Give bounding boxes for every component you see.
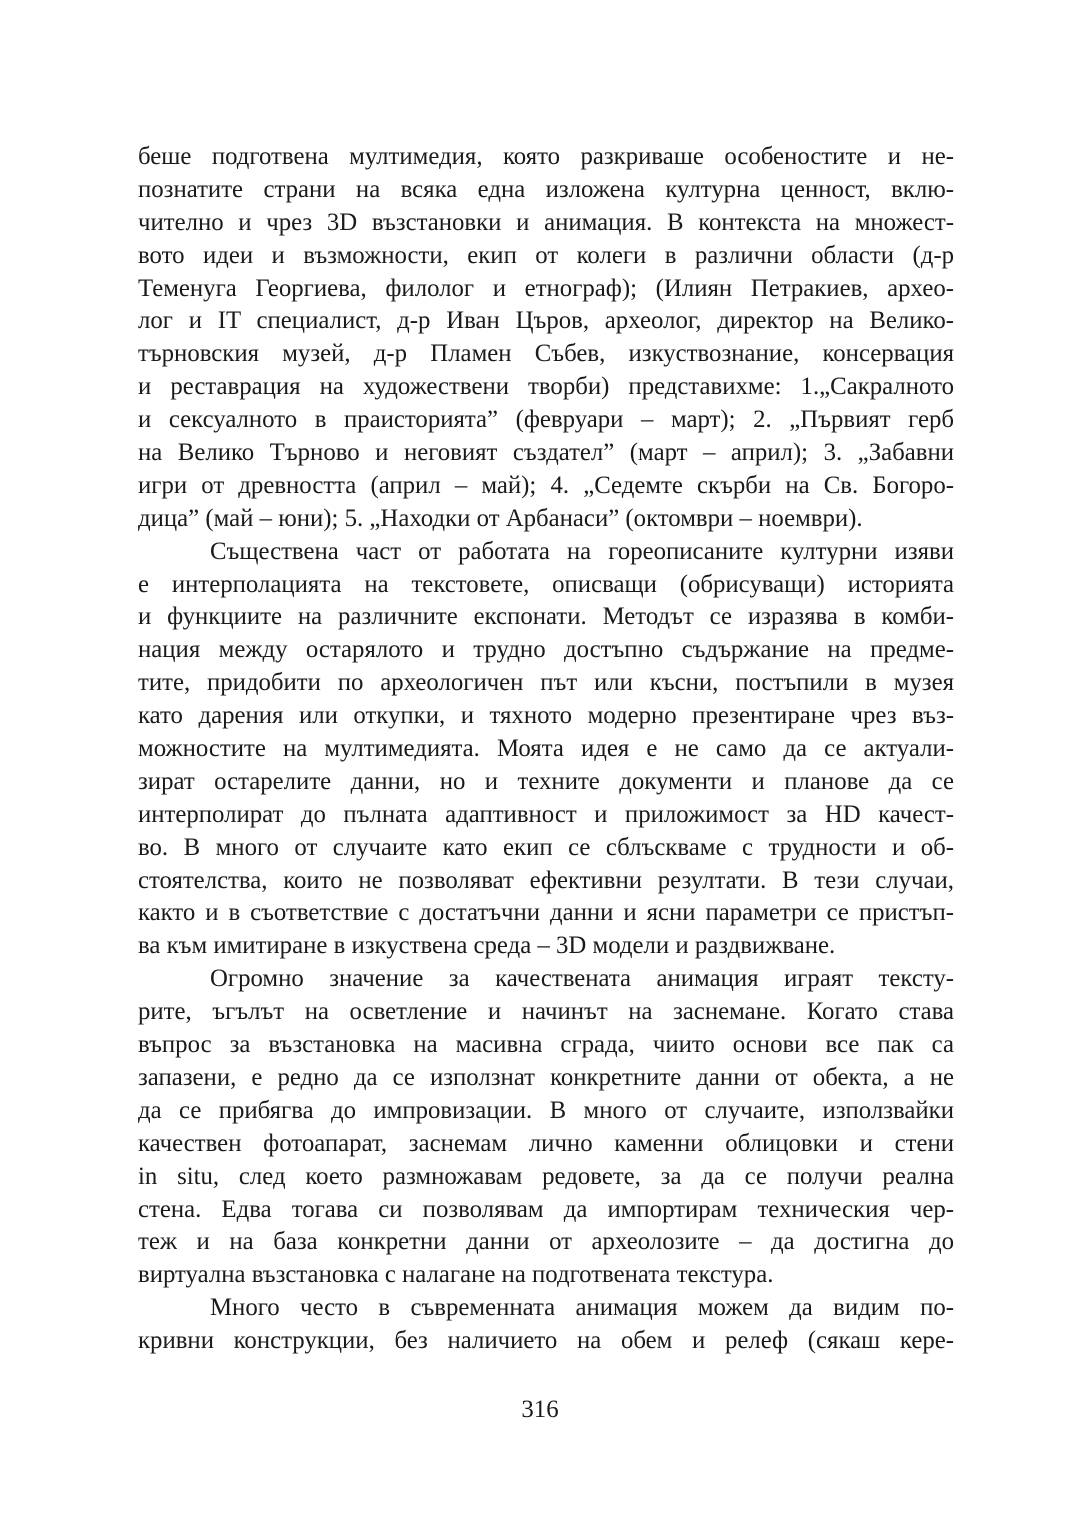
text-line: беше подготвена мултимедия, която разкриваше особеностите и не- (138, 143, 954, 170)
text-line: тите, придобити по археологичен път или късни, постъпили в музея (138, 669, 954, 697)
text-line: запазени, е редно да се използнат конкретните данни от обекта, а не (138, 1063, 954, 1091)
text-line: Огромно значение за качествената анимация играят тексту- (210, 965, 954, 993)
text-line: in situ, след което размножавам редовете, за да се получи реална (138, 1162, 954, 1190)
paragraph (138, 1292, 954, 1358)
text-line: да се прибягва до импровизации. В много от случаите, използвайки (138, 1096, 954, 1124)
paragraph (138, 141, 954, 536)
text-line: търновския музей, д-р Пламен Събев, изкуствознание, консервация (138, 340, 954, 368)
text-line: нация между остарялото и трудно достъпно съдържание на предме- (138, 636, 954, 664)
text-line: и сексуалното в праисторията” (февруари – март); 2. „Първият герб (138, 406, 954, 434)
text-line: като дарения или откупки, и тяхното модерно презентиране чрез въз- (138, 702, 954, 730)
text-line: игри от древността (април – май); 4. „Седемте скърби на Св. Богоро- (138, 471, 954, 499)
text-line: Съществена част от работата на гореописаните културни изяви (210, 537, 954, 565)
text-line: зират остарелите данни, но и техните документи и планове да се (138, 767, 954, 795)
text-line: стена. Едва тогава си позволявам да импортирам техническия чер- (138, 1195, 954, 1223)
text-line: лог и IT специалист, д-р Иван Църов, археолог, директор на Велико- (138, 307, 954, 335)
text-line: рите, ъгълът на осветление и начинът на заснемане. Когато става (138, 998, 954, 1026)
text-line: виртуална възстановка с налагане на подготвената текстура. (138, 1261, 774, 1289)
text-line: стоятелства, които не позволяват ефективни резултати. В тези случаи, (138, 866, 954, 894)
text-line: и реставрация на художествени творби) представихме: 1.„Сакралното (138, 373, 954, 401)
text-line: вото идеи и възможности, екип от колеги в различни области (д-р (138, 241, 954, 269)
text-line: както и в съответствие с достатъчни данни и ясни параметри се пристъп- (138, 899, 954, 927)
text-line: познатите страни на всяка една изложена културна ценност, вклю- (138, 175, 954, 203)
paragraph (138, 963, 954, 1292)
page-number: 316 (521, 1396, 559, 1423)
text-line: ва към имитиране в изкуствена среда – 3D модели и раздвижване. (138, 932, 836, 960)
text-line: Много често в съвременната анимация можем да видим по- (210, 1294, 954, 1322)
text-line: на Велико Търново и неговият създател” (март – април); 3. „Забавни (138, 439, 954, 467)
text-line: и функциите на различните експонати. Методът се изразява в комби- (138, 603, 954, 631)
text-line: интерполират до пълната адаптивност и приложимост за HD качест- (138, 800, 954, 828)
text-line: можностите на мултимедията. Моята идея е не само да се актуали- (138, 735, 954, 763)
text-line: теж и на база конкретни данни от археолозите – да достигна до (138, 1228, 954, 1256)
text-line: чително и чрез 3D възстановки и анимация. В контекста на множест- (138, 208, 954, 236)
paragraph (138, 536, 954, 964)
text-line: дица” (май – юни); 5. „Находки от Арбанаси” (октомври – ноември). (138, 504, 863, 532)
text-line: во. В много от случаите като екип се сблъскваме с трудности и об- (138, 833, 954, 861)
text-line: качествен фотоапарат, заснемам лично каменни облицовки и стени (138, 1129, 954, 1157)
page-body (138, 141, 954, 1358)
text-line: въпрос за възстановка на масивна сграда, чиито основи все пак са (138, 1031, 954, 1059)
text-line: Теменуга Георгиева, филолог и етнограф); (Илиян Петракиев, архео- (138, 274, 954, 302)
text-line: е интерполацията на текстовете, описващи (обрисуващи) историята (138, 570, 954, 598)
text-line: кривни конструкции, без наличието на обем и релеф (сякаш кере- (138, 1327, 954, 1355)
